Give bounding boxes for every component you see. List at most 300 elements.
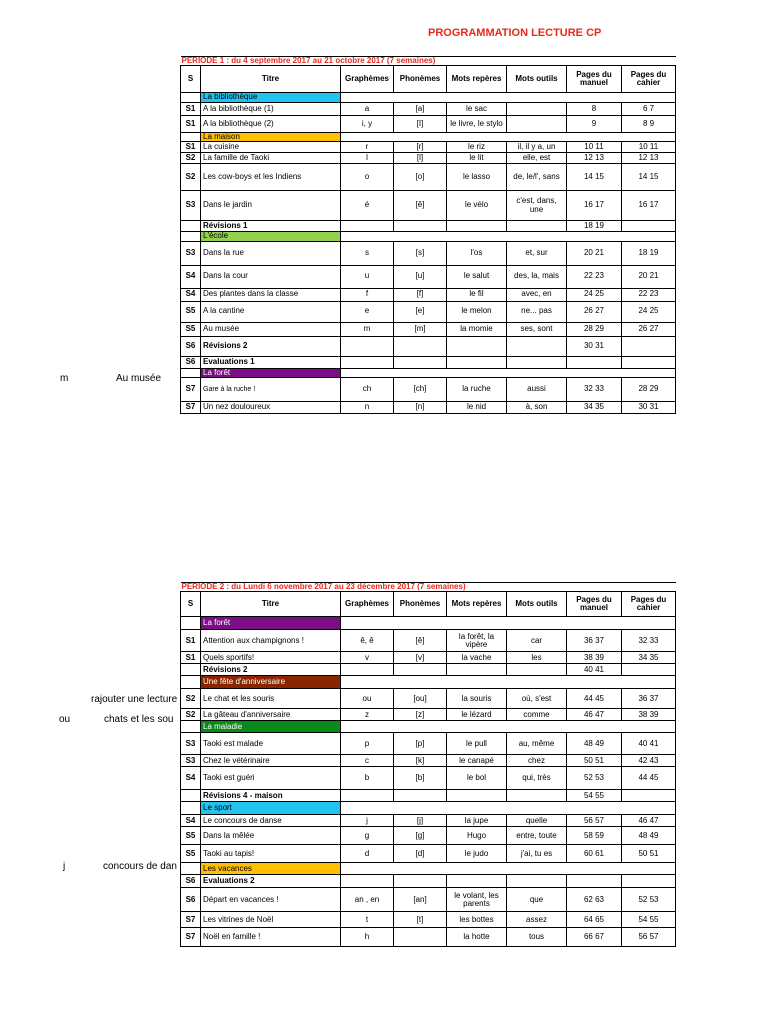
pages-cahier-cell: 20 21 [622,265,676,288]
mots-reperes-cell: la vache [447,652,507,664]
pages-manuel-cell: 56 57 [567,815,622,827]
week-cell: S1 [181,652,201,664]
table-row [181,265,676,288]
pages-manuel-cell: 9 [567,115,622,132]
table-row [181,875,676,888]
section-name: La maison [201,132,341,141]
table-row [181,241,676,265]
mots-outils-cell: c'est, dans, une [507,191,567,221]
pages-manuel-cell: 22 23 [567,265,622,288]
grapheme-cell: z [341,709,394,721]
pages-manuel-cell: 40 41 [567,664,622,676]
mots-reperes-cell: le bol [447,767,507,790]
mots-outils-cell: entre, toute [507,827,567,845]
side-note-text: concours de dan [103,861,177,872]
section-spacer [622,802,676,815]
title-cell: A la cantine [201,301,341,322]
pages-cahier-cell: 46 47 [622,815,676,827]
section-spacer [447,721,507,733]
pages-cahier-cell [622,790,676,802]
grapheme-cell: r [341,142,394,153]
mots-outils-cell [507,790,567,802]
section-spacer [567,368,622,377]
week-cell: S6 [181,888,201,912]
col-header-s: S [181,592,201,617]
table-row [181,301,676,322]
phoneme-cell: [r] [394,142,447,153]
mots-outils-cell: assez [507,912,567,928]
section-spacer [181,93,201,102]
week-cell: S2 [181,153,201,164]
table-row [181,845,676,863]
section-spacer [341,802,394,815]
grapheme-cell: ê, ê [341,630,394,652]
section-spacer [341,132,394,141]
mots-reperes-cell: la forêt, la vipère [447,630,507,652]
section-name: Le sport [201,802,341,815]
phoneme-cell: [ê] [394,191,447,221]
period-1-table [180,56,676,414]
side-note-text: rajouter une lecture [91,694,178,705]
pages-cahier-cell [622,336,676,356]
period-label: PERIODE 2 : du Lundi 6 novembre 2017 au 23 décembre 2017 (7 semaines) [181,583,676,592]
pages-manuel-cell: 64 65 [567,912,622,928]
mots-reperes-cell [447,875,507,888]
phoneme-cell: [g] [394,827,447,845]
mots-reperes-cell: le sac [447,102,507,115]
week-cell: S4 [181,815,201,827]
side-note-text: Au musée [116,373,162,384]
grapheme-cell: d [341,845,394,863]
pages-cahier-cell: 12 13 [622,153,676,164]
phoneme-cell: [m] [394,322,447,336]
week-cell: S5 [181,301,201,322]
section-spacer [622,676,676,689]
mots-outils-cell: tous [507,928,567,947]
title-cell: La cuisine [201,142,341,153]
pages-manuel-cell: 10 11 [567,142,622,153]
grapheme-cell: an , en [341,888,394,912]
section-spacer [507,802,567,815]
pages-cahier-cell: 16 17 [622,191,676,221]
mots-reperes-cell [447,336,507,356]
mots-reperes-cell: la souris [447,689,507,709]
table-row [181,709,676,721]
mots-outils-cell: chez [507,755,567,767]
mots-outils-cell: comme [507,709,567,721]
mots-outils-cell: à, son [507,401,567,413]
section-spacer [341,863,394,875]
section-name: L'école [201,232,341,241]
mots-reperes-cell [447,664,507,676]
title-cell: La famille de Taoki [201,153,341,164]
title-cell: Noël en famille ! [201,928,341,947]
section-spacer [507,93,567,102]
table-row [181,221,676,232]
grapheme-cell: j [341,815,394,827]
table-row [181,356,676,368]
mots-reperes-cell: le judo [447,845,507,863]
mots-reperes-cell: le lasso [447,164,507,191]
col-header-pages-manuel: Pages du manuel [567,66,622,93]
section-spacer [507,132,567,141]
pages-manuel-cell: 12 13 [567,153,622,164]
mots-outils-cell: au, même [507,733,567,755]
section-spacer [341,93,394,102]
section-spacer [394,802,447,815]
pages-cahier-cell: 40 41 [622,733,676,755]
mots-reperes-cell: la jupe [447,815,507,827]
section-spacer [341,721,394,733]
mots-reperes-cell: le volant, les parents [447,888,507,912]
pages-manuel-cell: 30 31 [567,336,622,356]
week-cell: S2 [181,164,201,191]
pages-cahier-cell: 50 51 [622,845,676,863]
mots-reperes-cell [447,356,507,368]
col-header-phonemes: Phonèmes [394,592,447,617]
section-spacer [507,617,567,630]
pages-manuel-cell: 44 45 [567,689,622,709]
section-spacer [622,132,676,141]
mots-outils-cell: il, il y a, un [507,142,567,153]
section-spacer [507,232,567,241]
pages-manuel-cell: 18 19 [567,221,622,232]
table-row [181,630,676,652]
side-note-letter: j [63,861,66,872]
mots-reperes-cell [447,790,507,802]
grapheme-cell [341,875,394,888]
week-cell: S4 [181,767,201,790]
grapheme-cell [341,356,394,368]
mots-reperes-cell: le pull [447,733,507,755]
mots-outils-cell: qui, très [507,767,567,790]
section-spacer [622,232,676,241]
table-row [181,664,676,676]
phoneme-cell: [an] [394,888,447,912]
pages-cahier-cell: 14 15 [622,164,676,191]
section-spacer [567,232,622,241]
section-spacer [622,617,676,630]
table-row [181,928,676,947]
pages-manuel-cell: 50 51 [567,755,622,767]
pages-cahier-cell: 48 49 [622,827,676,845]
section-spacer [447,232,507,241]
section-spacer [394,368,447,377]
phoneme-cell: [ou] [394,689,447,709]
col-header-phonemes: Phonèmes [394,66,447,93]
section-spacer [622,368,676,377]
section-spacer [447,617,507,630]
phoneme-cell [394,356,447,368]
grapheme-cell: ch [341,377,394,401]
section-row [181,802,676,815]
week-cell [181,664,201,676]
section-spacer [394,232,447,241]
week-cell: S3 [181,241,201,265]
section-spacer [394,93,447,102]
pages-manuel-cell: 66 67 [567,928,622,947]
table-row [181,153,676,164]
phoneme-cell [394,790,447,802]
page-title: PROGRAMMATION LECTURE CP [428,27,602,39]
mots-reperes-cell: le salut [447,265,507,288]
table-row [181,142,676,153]
title-cell: Taoki au tapis! [201,845,341,863]
mots-outils-cell: elle, est [507,153,567,164]
phoneme-cell [394,875,447,888]
section-row [181,617,676,630]
week-cell: S2 [181,709,201,721]
title-cell: Au musée [201,322,341,336]
pages-cahier-cell: 28 29 [622,377,676,401]
phoneme-cell: [z] [394,709,447,721]
section-spacer [567,721,622,733]
grapheme-cell: g [341,827,394,845]
week-cell: S3 [181,755,201,767]
grapheme-cell: c [341,755,394,767]
phoneme-cell: [v] [394,652,447,664]
section-spacer [567,132,622,141]
side-note-text: chats et les sou [104,714,174,725]
grapheme-cell: m [341,322,394,336]
title-cell: Dans la mêlée [201,827,341,845]
title-cell: Evaluations 1 [201,356,341,368]
mots-outils-cell: ne... pas [507,301,567,322]
mots-reperes-cell: l'os [447,241,507,265]
pages-manuel-cell: 46 47 [567,709,622,721]
pages-manuel-cell [567,875,622,888]
phoneme-cell: [e] [394,301,447,322]
title-cell: A la bibliothèque (2) [201,115,341,132]
phoneme-cell: [t] [394,912,447,928]
table-row [181,689,676,709]
grapheme-cell: é [341,191,394,221]
grapheme-cell: o [341,164,394,191]
title-cell: Le concours de danse [201,815,341,827]
pages-manuel-cell [567,356,622,368]
mots-outils-cell [507,336,567,356]
pages-cahier-cell: 34 35 [622,652,676,664]
title-cell: Révisions 2 [201,664,341,676]
pages-manuel-cell: 14 15 [567,164,622,191]
pages-cahier-cell: 10 11 [622,142,676,153]
section-name: La bibliothèque [201,93,341,102]
title-cell: Révisions 4 - maison [201,790,341,802]
table-row [181,888,676,912]
mots-outils-cell [507,221,567,232]
title-cell: Evaluations 2 [201,875,341,888]
pages-cahier-cell: 18 19 [622,241,676,265]
week-cell: S7 [181,401,201,413]
mots-outils-cell: j'ai, tu es [507,845,567,863]
week-cell: S5 [181,322,201,336]
col-header-graphemes: Graphèmes [341,66,394,93]
mots-outils-cell: avec, en [507,288,567,301]
table-row [181,288,676,301]
section-spacer [394,132,447,141]
section-spacer [567,93,622,102]
section-name: Les vacances [201,863,341,875]
pages-cahier-cell [622,875,676,888]
title-cell: Les cow-boys et les Indiens [201,164,341,191]
title-cell: A la bibliothèque (1) [201,102,341,115]
pages-manuel-cell: 62 63 [567,888,622,912]
table-row [181,377,676,401]
week-cell: S3 [181,733,201,755]
phoneme-cell: [I] [394,115,447,132]
pages-cahier-cell: 32 33 [622,630,676,652]
section-spacer [181,132,201,141]
section-name: La forêt [201,368,341,377]
col-header-mots-outils: Mots outils [507,592,567,617]
phoneme-cell: [n] [394,401,447,413]
phoneme-cell: [d] [394,845,447,863]
section-spacer [181,368,201,377]
grapheme-cell [341,221,394,232]
title-cell: La gâteau d'anniversaire [201,709,341,721]
pages-manuel-cell: 34 35 [567,401,622,413]
grapheme-cell: t [341,912,394,928]
section-spacer [447,93,507,102]
grapheme-cell: n [341,401,394,413]
mots-reperes-cell: le lit [447,153,507,164]
col-header-mots-reperes: Mots repères [447,66,507,93]
section-spacer [447,676,507,689]
mots-reperes-cell: Hugo [447,827,507,845]
table-row [181,767,676,790]
pages-cahier-cell: 24 25 [622,301,676,322]
period-header [181,583,676,592]
pages-manuel-cell: 24 25 [567,288,622,301]
section-spacer [181,676,201,689]
pages-cahier-cell: 26 27 [622,322,676,336]
side-note-letter: ou [59,714,71,725]
pages-cahier-cell: 44 45 [622,767,676,790]
mots-outils-cell [507,102,567,115]
grapheme-cell: s [341,241,394,265]
col-header-mots-outils: Mots outils [507,66,567,93]
pages-manuel-cell: 58 59 [567,827,622,845]
grapheme-cell: u [341,265,394,288]
section-spacer [394,721,447,733]
section-spacer [567,802,622,815]
pages-manuel-cell: 36 37 [567,630,622,652]
grapheme-cell: e [341,301,394,322]
col-header-pages-manuel: Pages du manuel [567,592,622,617]
table-row [181,652,676,664]
section-spacer [507,368,567,377]
mots-reperes-cell: le fil [447,288,507,301]
column-header-row [181,592,676,617]
title-cell: Taoki est malade [201,733,341,755]
section-spacer [394,863,447,875]
grapheme-cell: h [341,928,394,947]
period-header [181,57,676,66]
mots-outils-cell [507,875,567,888]
mots-reperes-cell: la ruche [447,377,507,401]
title-cell: Dans la rue [201,241,341,265]
pages-manuel-cell: 16 17 [567,191,622,221]
pages-manuel-cell: 28 29 [567,322,622,336]
mots-outils-cell: les [507,652,567,664]
phoneme-cell: [l] [394,153,447,164]
mots-reperes-cell: le vélo [447,191,507,221]
section-spacer [622,93,676,102]
mots-reperes-cell: le livre, le stylo [447,115,507,132]
section-spacer [507,721,567,733]
phoneme-cell [394,664,447,676]
grapheme-cell: f [341,288,394,301]
section-spacer [507,863,567,875]
grapheme-cell: p [341,733,394,755]
pages-cahier-cell: 38 39 [622,709,676,721]
phoneme-cell: [b] [394,767,447,790]
phoneme-cell [394,221,447,232]
week-cell: S2 [181,689,201,709]
phoneme-cell: [a] [394,102,447,115]
mots-outils-cell: des, la, mais [507,265,567,288]
phoneme-cell: [f] [394,288,447,301]
week-cell: S3 [181,191,201,221]
grapheme-cell [341,664,394,676]
week-cell: S4 [181,288,201,301]
pages-manuel-cell: 26 27 [567,301,622,322]
title-cell: Chez le vétérinaire [201,755,341,767]
title-cell: Les vitrines de Noël [201,912,341,928]
phoneme-cell: [ch] [394,377,447,401]
table-row [181,115,676,132]
table-row [181,322,676,336]
section-spacer [567,617,622,630]
section-row [181,863,676,875]
column-header-row [181,66,676,93]
phoneme-cell: [s] [394,241,447,265]
section-spacer [447,863,507,875]
mots-outils-cell: ses, sont [507,322,567,336]
section-row [181,232,676,241]
week-cell: S1 [181,630,201,652]
section-spacer [507,676,567,689]
phoneme-cell: [o] [394,164,447,191]
col-header-graphemes: Graphèmes [341,592,394,617]
grapheme-cell: v [341,652,394,664]
week-cell: S1 [181,142,201,153]
title-cell: Quels sportifs! [201,652,341,664]
section-spacer [181,802,201,815]
week-cell: S5 [181,845,201,863]
phoneme-cell [394,928,447,947]
grapheme-cell: i, y [341,115,394,132]
mots-reperes-cell: le melon [447,301,507,322]
phoneme-cell [394,336,447,356]
mots-reperes-cell: les bottes [447,912,507,928]
pages-manuel-cell: 52 53 [567,767,622,790]
table-row [181,827,676,845]
grapheme-cell: l [341,153,394,164]
pages-cahier-cell: 42 43 [622,755,676,767]
table-row [181,191,676,221]
pages-cahier-cell: 22 23 [622,288,676,301]
section-spacer [341,232,394,241]
mots-outils-cell: où, s'est [507,689,567,709]
grapheme-cell: ou [341,689,394,709]
week-cell: S6 [181,336,201,356]
pages-cahier-cell: 54 55 [622,912,676,928]
week-cell [181,790,201,802]
week-cell: S6 [181,875,201,888]
pages-cahier-cell: 6 7 [622,102,676,115]
mots-reperes-cell: le lézard [447,709,507,721]
